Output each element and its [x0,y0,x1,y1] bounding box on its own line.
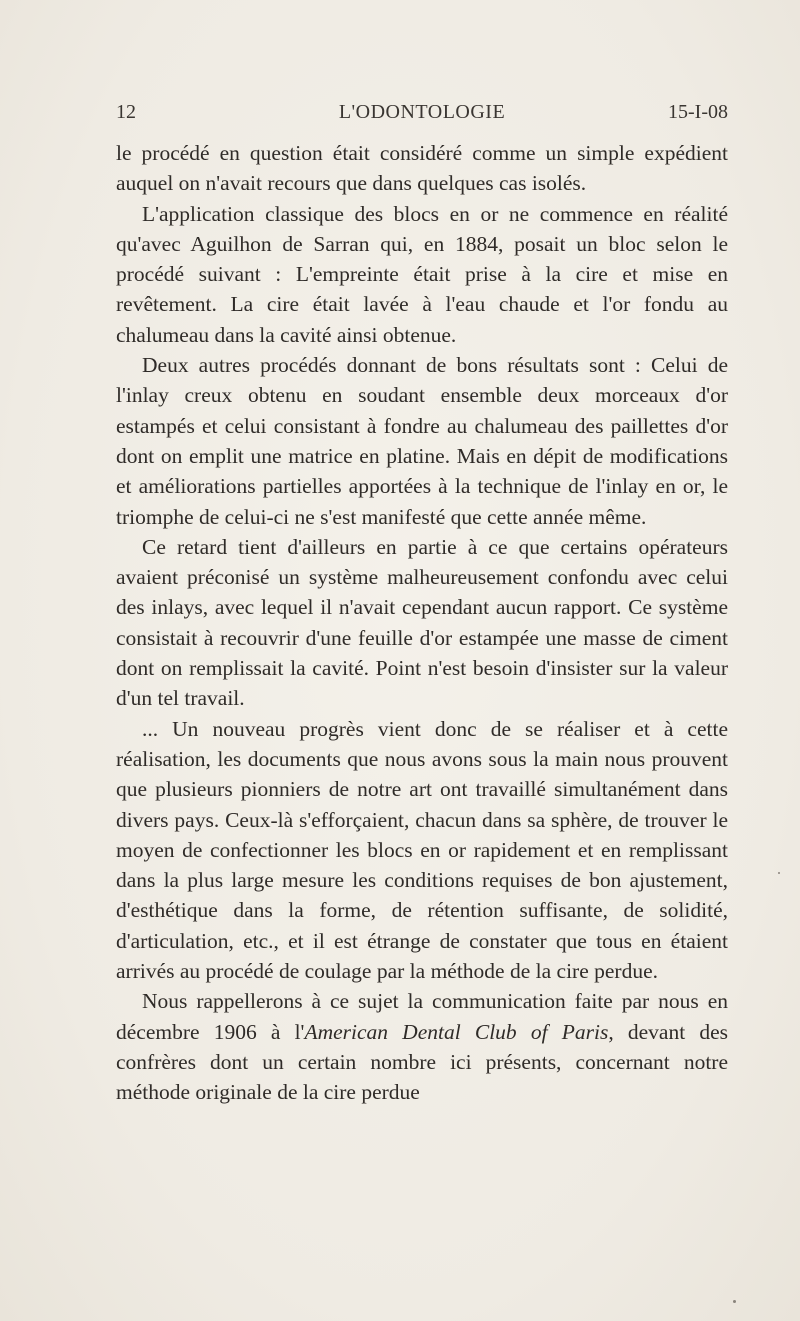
club-name: American Dental Club of Paris [304,1019,609,1044]
paragraph: Ce retard tient d'ailleurs en partie à ce que certains opérateurs avaient préconisé un système malheureusement confondu avec celui des inlays, avec lequel il n'avait cependant aucun rapport. Ce système consistait à recouvrir d'une feuille d'or estampée une masse de ciment dont on remplissait la cavité. Point n'est besoin d'insister sur la valeur d'un tel travail. [116,534,728,711]
journal-title: L'ODONTOLOGIE [338,101,506,123]
paragraph: L'application classique des blocs en or ne commence en réalité qu'avec Aguilhon de Sarran qui, en 1884, posait un bloc selon le procédé suivant : L'empreinte était prise à la cire et mise en revêtement. La cire était lavée à l'eau chaude et l'or fondu au chalumeau dans la cavité ainsi obtenue. [116,201,728,347]
text-run: , devant des confrères dont un certain nombre ici présents, concernant notre méthode originale de la cire perdue [116,1019,728,1105]
issue-date: 15-I-08 [668,101,728,123]
paragraph-continued: le procédé en question était considéré comme un simple expédient auquel on n'avait recours que dans quelques cas isolés. [116,141,728,196]
article-body [116,138,728,1108]
text-run: Nous rappellerons à ce sujet la communication faite par nous en décembre 1906 à l' [116,989,728,1044]
page-number: 12 [116,101,136,123]
paragraph: ... Un nouveau progrès vient donc de se réaliser et à cette réalisation, les documents que nous avons sous la main nous prouvent que plusieurs pionniers de notre art ont travaillé simultanément dans divers pays. Ceux-là s'efforçaient, chacun dans sa sphère, de trouver le moyen de confectionner les blocs en or rapidement et en remplissant dans la plus large mesure les conditions requises de bon ajustement, d'esthétique dans la forme, de rétention suffisante, de solidité, d'articulation, etc., et il est étrange de constater que tous en étaient arrivés au procédé de coulage par la méthode de la cire perdue. [116,716,728,984]
paper-speck [778,872,780,874]
paragraph: Deux autres procédés donnant de bons résultats sont : Celui de l'inlay creux obtenu en soudant ensemble deux morceaux d'or estampés et celui consistant à fondre au chalumeau des paillettes d'or dont on emplit une matrice en platine. Mais en dépit de modifications et améliorations partielles apportées à la technique de l'inlay en or, le triomphe de celui-ci ne s'est manifesté que cette année même. [116,353,728,529]
paper-speck [733,1300,736,1303]
running-header [116,101,728,129]
paragraph-last [116,986,728,1107]
